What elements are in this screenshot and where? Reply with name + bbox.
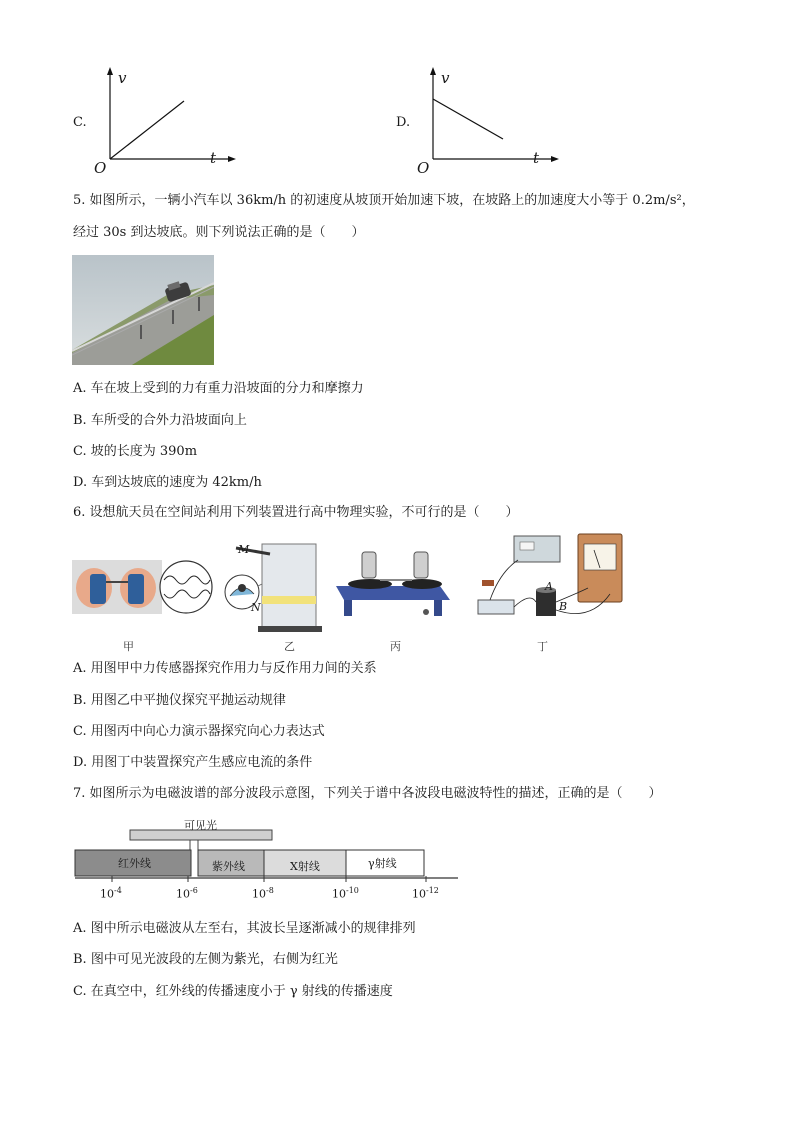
q7-band-uv: 紫外线 [212, 860, 245, 873]
q6-figure-bing [330, 546, 455, 620]
q7-band-gamma: γ射线 [368, 857, 397, 870]
q6-stem: 6. 设想航天员在空间站利用下列装置进行高中物理实验，不可行的是（ ） [73, 505, 519, 520]
graph-d-t-label: t [533, 149, 540, 167]
graph-c [70, 65, 240, 180]
q7-tick-2: $10^{-6}$ [176, 886, 198, 901]
q6-label-n: N [251, 601, 261, 614]
graph-c-origin: O [94, 159, 107, 177]
graph-d-origin: O [417, 159, 430, 177]
q6-caption-bing: 丙 [390, 640, 401, 653]
q6-option-c: C. 用图丙中向心力演示器探究向心力表达式 [73, 724, 325, 739]
q6-option-b: B. 用图乙中平抛仪探究平抛运动规律 [73, 693, 286, 708]
q7-tick-3: $10^{-8}$ [252, 886, 274, 901]
graph-c-letter: C. [73, 115, 87, 130]
q7-band-infrared: 红外线 [118, 857, 151, 870]
q6-option-d: D. 用图丁中装置探究产生感应电流的条件 [73, 755, 313, 770]
q5-option-d: D. 车到达坡底的速度为 42km/h [73, 475, 262, 490]
graph-c-v-label: v [118, 69, 127, 87]
q6-caption-ding: 丁 [537, 640, 548, 653]
q7-visible-label: 可见光 [184, 819, 217, 832]
q7-option-b: B. 图中可见光波段的左侧为紫光，右侧为红光 [73, 952, 338, 967]
q6-label-b: B [559, 600, 568, 613]
q7-option-a: A. 图中所示电磁波从左至右，其波长呈逐渐减小的规律排列 [73, 921, 416, 936]
q5-option-c: C. 坡的长度为 390m [73, 444, 198, 459]
graph-d [393, 65, 563, 180]
q5-car-photo [72, 255, 214, 365]
graph-c-t-label: t [210, 149, 217, 167]
q5-option-a: A. 车在坡上受到的力有重力沿坡面的分力和摩擦力 [73, 381, 364, 396]
q7-stem: 7. 如图所示为电磁波谱的部分波段示意图，下列关于谱中各波段电磁波特性的描述，正确的是（ ） [73, 786, 662, 801]
q7-spectrum-diagram [72, 816, 472, 902]
q7-option-c: C. 在真空中，红外线的传播速度小于 γ 射线的传播速度 [73, 984, 393, 999]
q6-caption-jia: 甲 [123, 640, 134, 653]
q7-tick-1: $10^{-4}$ [100, 886, 122, 901]
q6-caption-yi: 乙 [284, 640, 295, 653]
q5-stem-line1: 5. 如图所示，一辆小汽车以 36km/h 的初速度从坡顶开始加速下坡，在坡路上的加速度大小等于 0.2m/s²， [73, 193, 695, 208]
q7-band-xray: X射线 [290, 860, 320, 873]
q7-tick-5: $10^{-12}$ [412, 886, 439, 901]
q6-label-m: M [238, 543, 250, 556]
graph-d-letter: D. [396, 115, 411, 130]
graph-d-v-label: v [441, 69, 450, 87]
q7-tick-4: $10^{-10}$ [332, 886, 359, 901]
q5-option-b: B. 车所受的合外力沿坡面向上 [73, 413, 247, 428]
q5-stem-line2: 经过 30s 到达坡底。则下列说法正确的是（ ） [73, 225, 365, 240]
q6-label-a: A [545, 580, 553, 593]
q6-option-a: A. 用图甲中力传感器探究作用力与反作用力间的关系 [73, 661, 377, 676]
q6-figure-jia [72, 558, 214, 616]
